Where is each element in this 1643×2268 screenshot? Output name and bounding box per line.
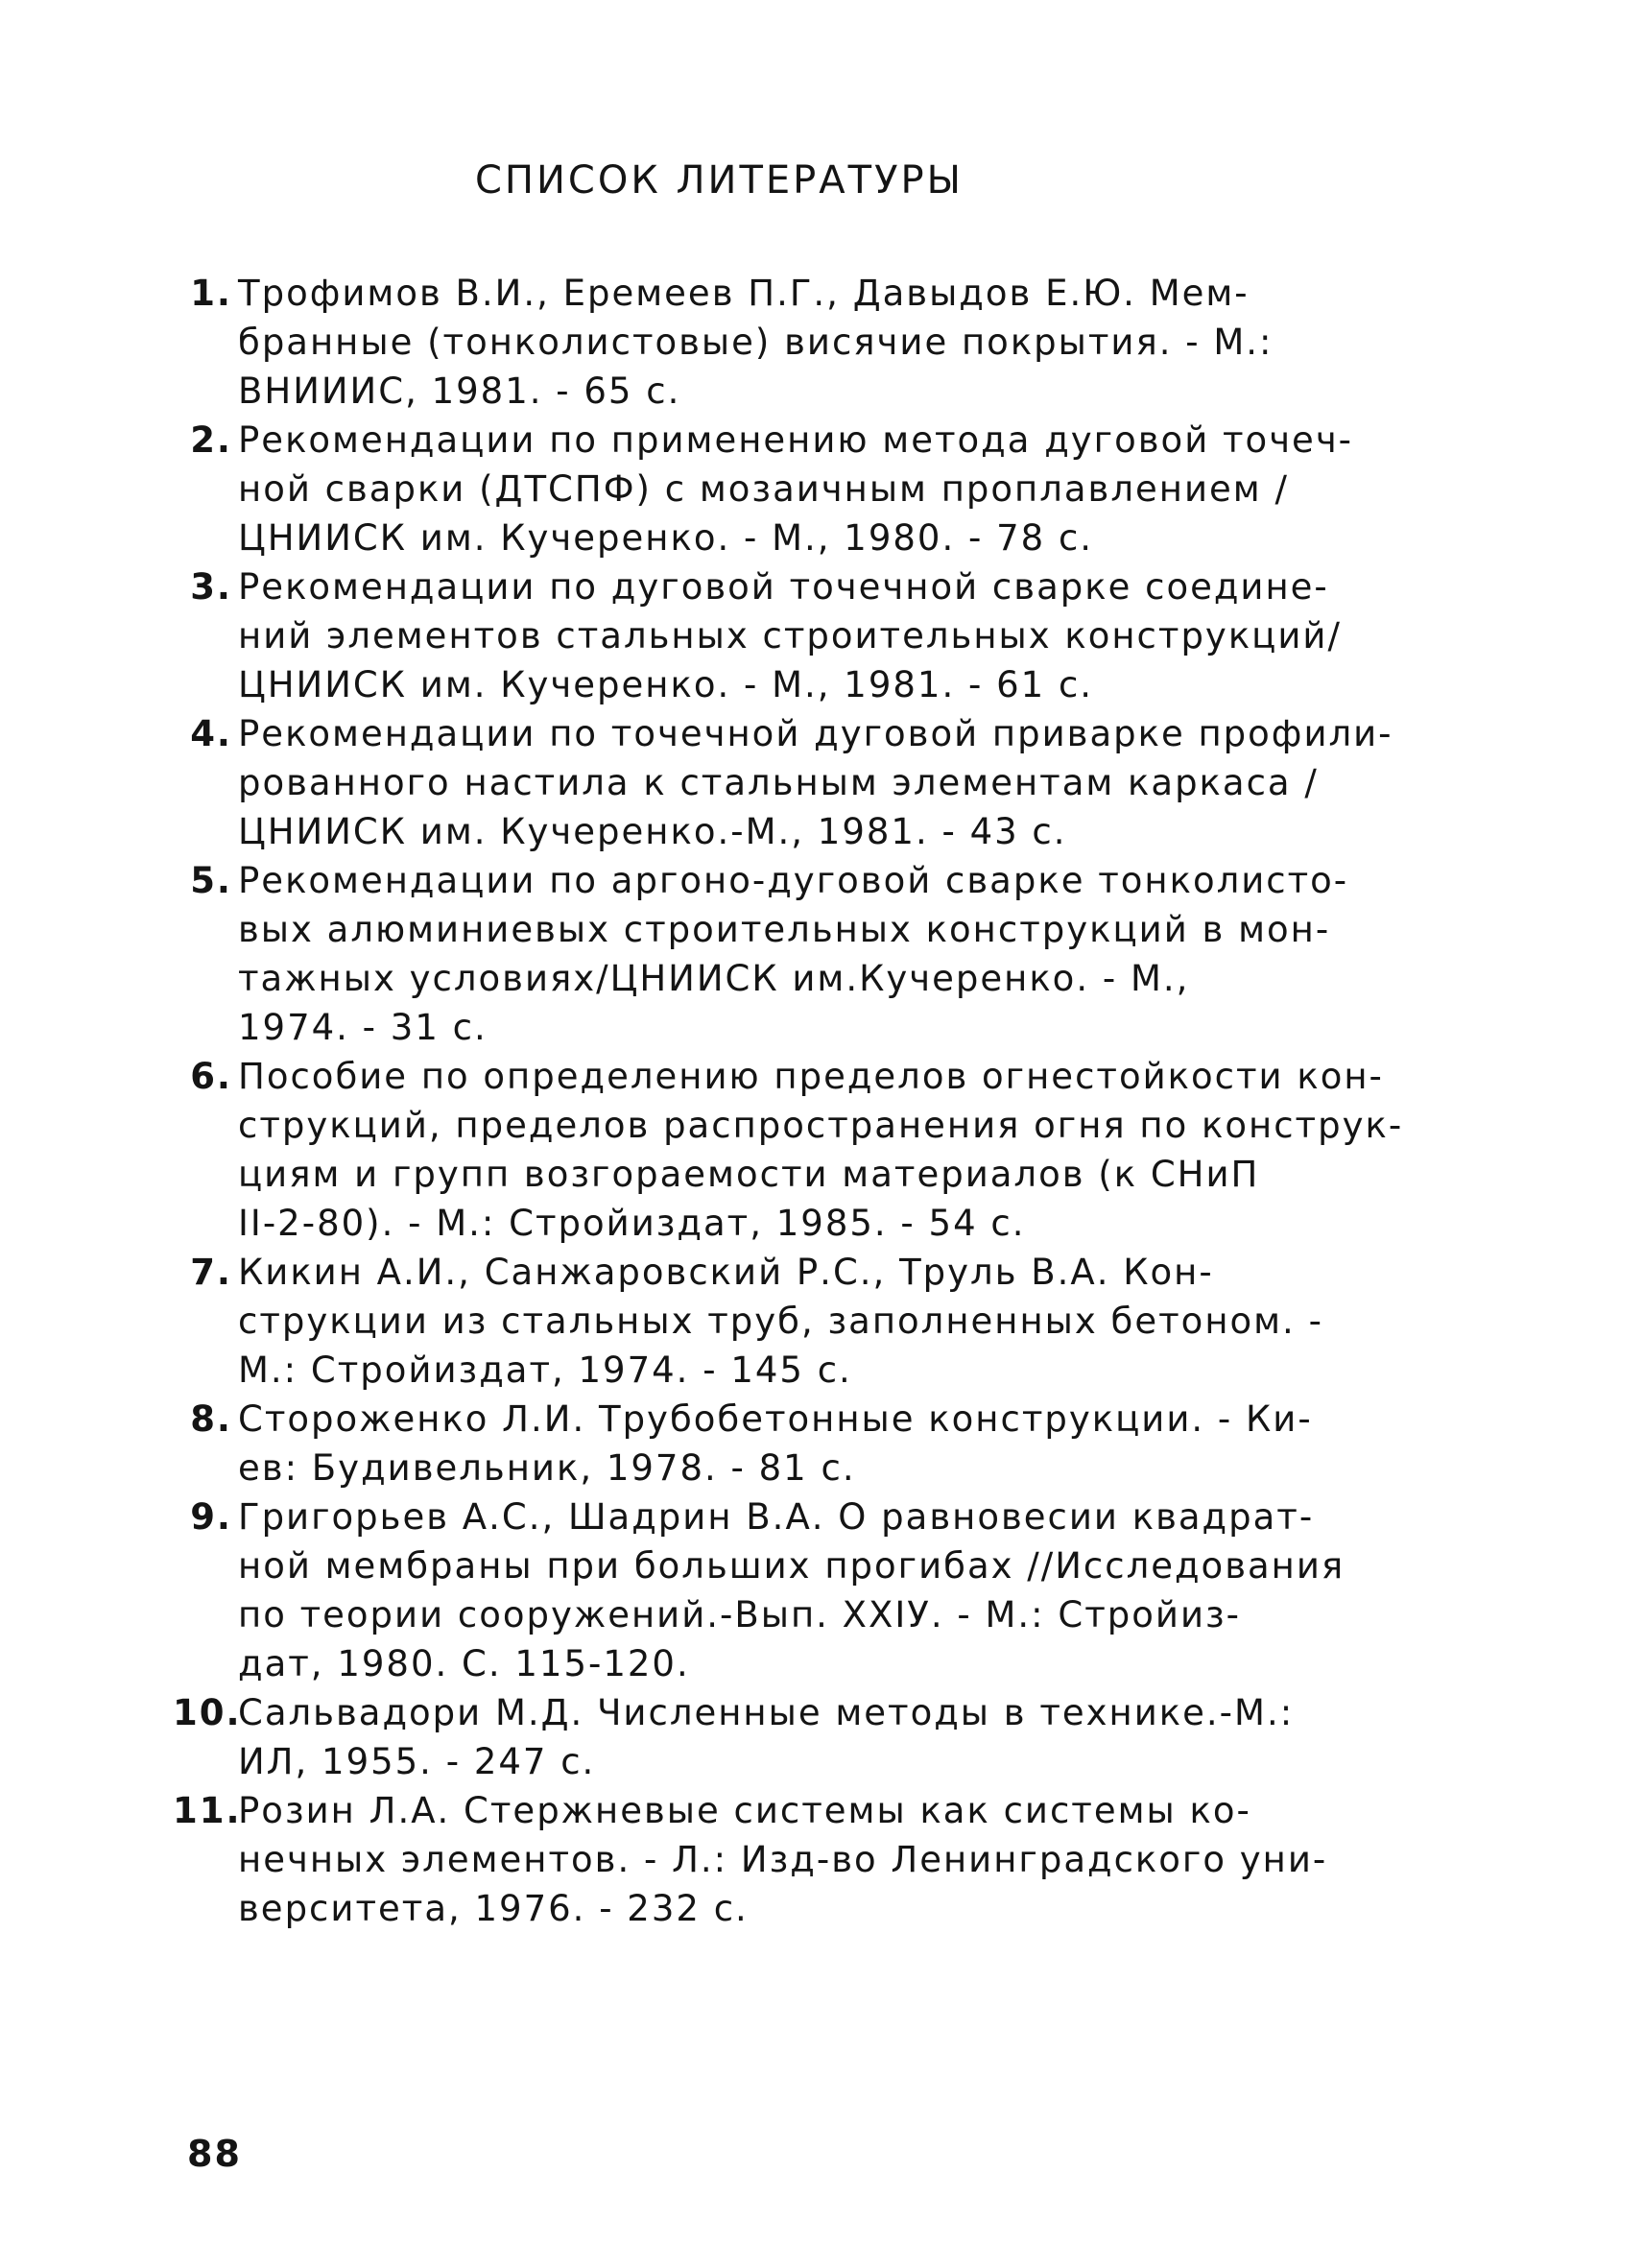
reference-item [173,1688,1449,1786]
reference-line: М.: Стройиздат, 1974. - 145 с. [238,1349,852,1391]
reference-line: 1974. - 31 с. [238,1007,488,1048]
reference-line: ИЛ, 1955. - 247 с. [238,1741,596,1782]
reference-item [173,1248,1449,1395]
reference-number: 5. [190,860,232,901]
reference-text [238,416,1449,562]
reference-number: 7. [190,1252,232,1293]
reference-item [173,1052,1449,1248]
reference-text [238,1786,1449,1933]
reference-line: ЦНИИСК им. Кучеренко. - М., 1981. - 61 с. [238,664,1094,705]
reference-line: верситета, 1976. - 232 с. [238,1888,749,1929]
reference-number: 3. [190,566,232,608]
reference-text [238,1688,1449,1786]
reference-line: Трофимов В.И., Еремеев П.Г., Давыдов Е.Ю. Мем- [238,273,1250,314]
reference-line: струкций, пределов распространения огня по конструк- [238,1105,1404,1146]
reference-line: дат, 1980. С. 115-120. [238,1643,690,1684]
reference-line: Сальвадори М.Д. Численные методы в технике.-М.: [238,1692,1295,1733]
reference-number: 1. [190,273,232,314]
reference-item [173,1395,1449,1492]
reference-line: ной сварки (ДТСПФ) с мозаичным проплавлением / [238,468,1289,510]
reference-text [238,856,1449,1052]
reference-number: 8. [190,1398,232,1440]
reference-line: вых алюминиевых строительных конструкций в мон- [238,909,1331,950]
reference-line: Кикин А.И., Санжаровский Р.С., Труль В.А. Кон- [238,1252,1214,1293]
reference-line: ВНИИИС, 1981. - 65 с. [238,370,681,412]
reference-number: 9. [190,1496,232,1538]
reference-text [238,1492,1449,1688]
reference-line: по теории сооружений.-Вып. XXIУ. - М.: Стройиз- [238,1594,1242,1635]
reference-text [238,709,1449,856]
reference-item [173,856,1449,1052]
reference-line: Пособие по определению пределов огнестойкости кон- [238,1056,1384,1097]
reference-text [238,269,1449,416]
reference-number: 4. [190,713,232,754]
reference-text [238,562,1449,709]
reference-line: нечных элементов. - Л.: Изд-во Ленинградского уни- [238,1839,1328,1880]
reference-item [173,269,1449,416]
reference-line: ЦНИИСК им. Кучеренко. - М., 1980. - 78 с. [238,517,1094,559]
reference-line: II-2-80). - М.: Стройиздат, 1985. - 54 с. [238,1203,1026,1244]
reference-line: ЦНИИСК им. Кучеренко.-М., 1981. - 43 с. [238,811,1067,852]
reference-line: ной мембраны при больших прогибах //Исследования [238,1545,1345,1587]
reference-item [173,709,1449,856]
reference-text [238,1395,1449,1492]
reference-number: 6. [190,1056,232,1097]
reference-line: Рекомендации по применению метода дуговой точеч- [238,419,1354,461]
reference-line: Рекомендации по точечной дуговой приварке профили- [238,713,1393,754]
reference-line: струкции из стальных труб, заполненных бетоном. - [238,1301,1323,1342]
reference-item [173,1492,1449,1688]
reference-line: рованного настила к стальным элементам каркаса / [238,762,1319,803]
reference-text [238,1248,1449,1395]
reference-line: циям и групп возгораемости материалов (к СНиП [238,1154,1260,1195]
reference-line: тажных условиях/ЦНИИСК им.Кучеренко. - М., [238,958,1190,999]
reference-list [173,269,1449,1933]
reference-item [173,562,1449,709]
reference-line: Стороженко Л.И. Трубобетонные конструкции. - Ки- [238,1398,1313,1440]
reference-line: Рекомендации по дуговой точечной сварке соедине- [238,566,1329,608]
reference-line: Григорьев А.С., Шадрин В.А. О равновесии квадрат- [238,1496,1315,1538]
reference-text [238,1052,1449,1248]
reference-number: 2. [190,419,232,461]
reference-item [173,1786,1449,1933]
page-title: СПИСОК ЛИТЕРАТУРЫ [475,158,964,203]
reference-number: 11. [173,1790,242,1831]
page-number: 88 [187,2133,242,2175]
reference-line: Рекомендации по аргоно-дуговой сварке тонколисто- [238,860,1349,901]
reference-line: Розин Л.А. Стержневые системы как системы ко- [238,1790,1251,1831]
reference-line: бранные (тонколистовые) висячие покрытия. - М.: [238,322,1274,363]
reference-line: ний элементов стальных строительных конструкций/ [238,615,1342,657]
reference-line: ев: Будивельник, 1978. - 81 с. [238,1447,856,1489]
reference-item [173,416,1449,562]
reference-number: 10. [173,1692,242,1733]
